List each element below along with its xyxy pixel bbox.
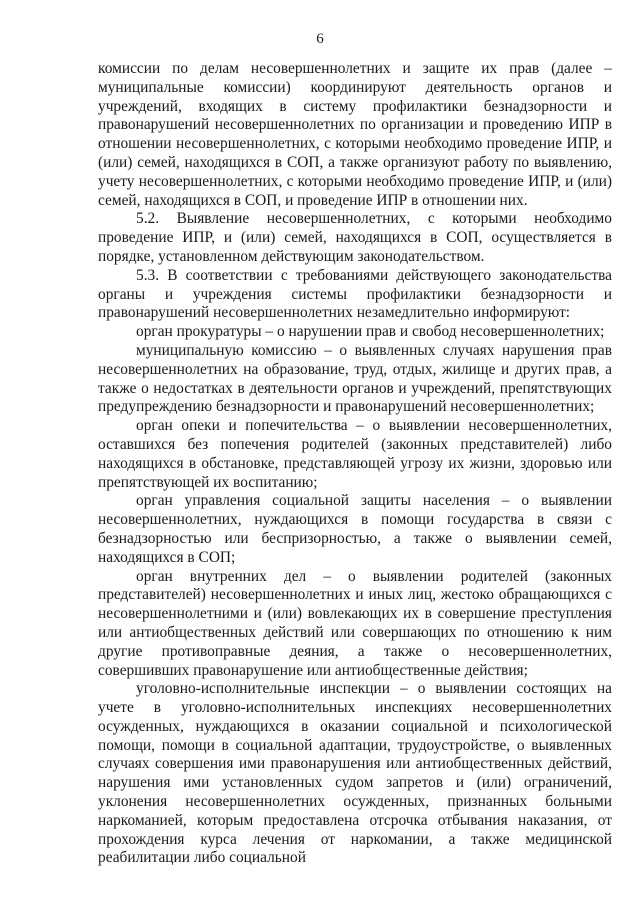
- list-item-municipal-commission: муниципальную комиссию – о выявленных случаях нарушения прав несовершеннолетних на образование, труд, отдых, жилище и других прав, а также о недостатках в деятельности органов и учреждений, препятствующих предупреждению безнадзорности и правонарушений несовершеннолетних;: [98, 341, 612, 416]
- paragraph-continuation: комиссии по делам несовершеннолетних и защите их прав (далее – муниципальные комиссии) координируют деятельность органов и учреждений, входящих в систему профилактики безнадзорности и правонарушений несовершеннолетних по организации и проведению ИПР в отношении несовершеннолетних, с которыми необходимо проведение ИПР, и (или) семей, находящихся в СОП, а также организуют работу по выявлению, учету несовершеннолетних, с которыми необходимо проведение ИПР, и (или) семей, находящихся в СОП, и проведение ИПР в отношении них.: [98, 60, 612, 209]
- list-item-prosecutor: орган прокуратуры – о нарушении прав и свобод несовершеннолетних;: [136, 323, 605, 341]
- document-body: [98, 60, 612, 868]
- list-item-social-protection: орган управления социальной защиты населения – о выявлении несовершеннолетних, нуждающихся в помощи государства в связи с безнадзорностью или беспризорностью, а также о выявлении семей, находящихся в СОП;: [98, 492, 612, 566]
- list-item-internal-affairs: орган внутренних дел – о выявлении родителей (законных представителей) несовершеннолетних и иных лиц, жестоко обращающихся с несовершеннолетними и (или) вовлекающих их в совершение преступления или антиобщественных действий или совершающих по отношению к ним другие противоправные деяния, а также о несовершеннолетних, совершивших правонарушение или антиобщественные действия;: [98, 567, 612, 679]
- paragraph-5-3: 5.3. В соответствии с требованиями действующего законодательства органы и учреждения системы профилактики безнадзорности и правонарушений несовершеннолетних незамедлительно информируют:: [98, 266, 612, 322]
- list-item-guardianship: орган опеки и попечительства – о выявлении несовершеннолетних, оставшихся без попечения родителей (законных представителей) либо находящихся в обстановке, представляющей угрозу их жизни, здоровью или препятствующей их воспитанию;: [98, 417, 612, 491]
- list-item-penal-inspections: уголовно-исполнительные инспекции – о выявлении состоящих на учете в уголовно-исполнительных инспекциях несовершеннолетних осужденных, нуждающихся в оказании социальной и психологической помощи, помощи в социальной адаптации, трудоустройстве, о выявленных случаях совершения ими правонарушения или антиобщественных действий, нарушения ими установленных судом запретов и (или) ограничений, уклонения несовершеннолетних осужденных, признанных больными наркоманией, которым предоставлена отсрочка отбывания наказания, от прохождения курса лечения от наркомании, а также медицинской реабилитации либо социальной: [98, 680, 612, 867]
- page-number: 6: [316, 31, 324, 47]
- paragraph-5-2: 5.2. Выявление несовершеннолетних, с которыми необходимо проведение ИПР, и (или) семей, находящихся в СОП, осуществляется в порядке, установленном действующим законодательством.: [98, 210, 612, 265]
